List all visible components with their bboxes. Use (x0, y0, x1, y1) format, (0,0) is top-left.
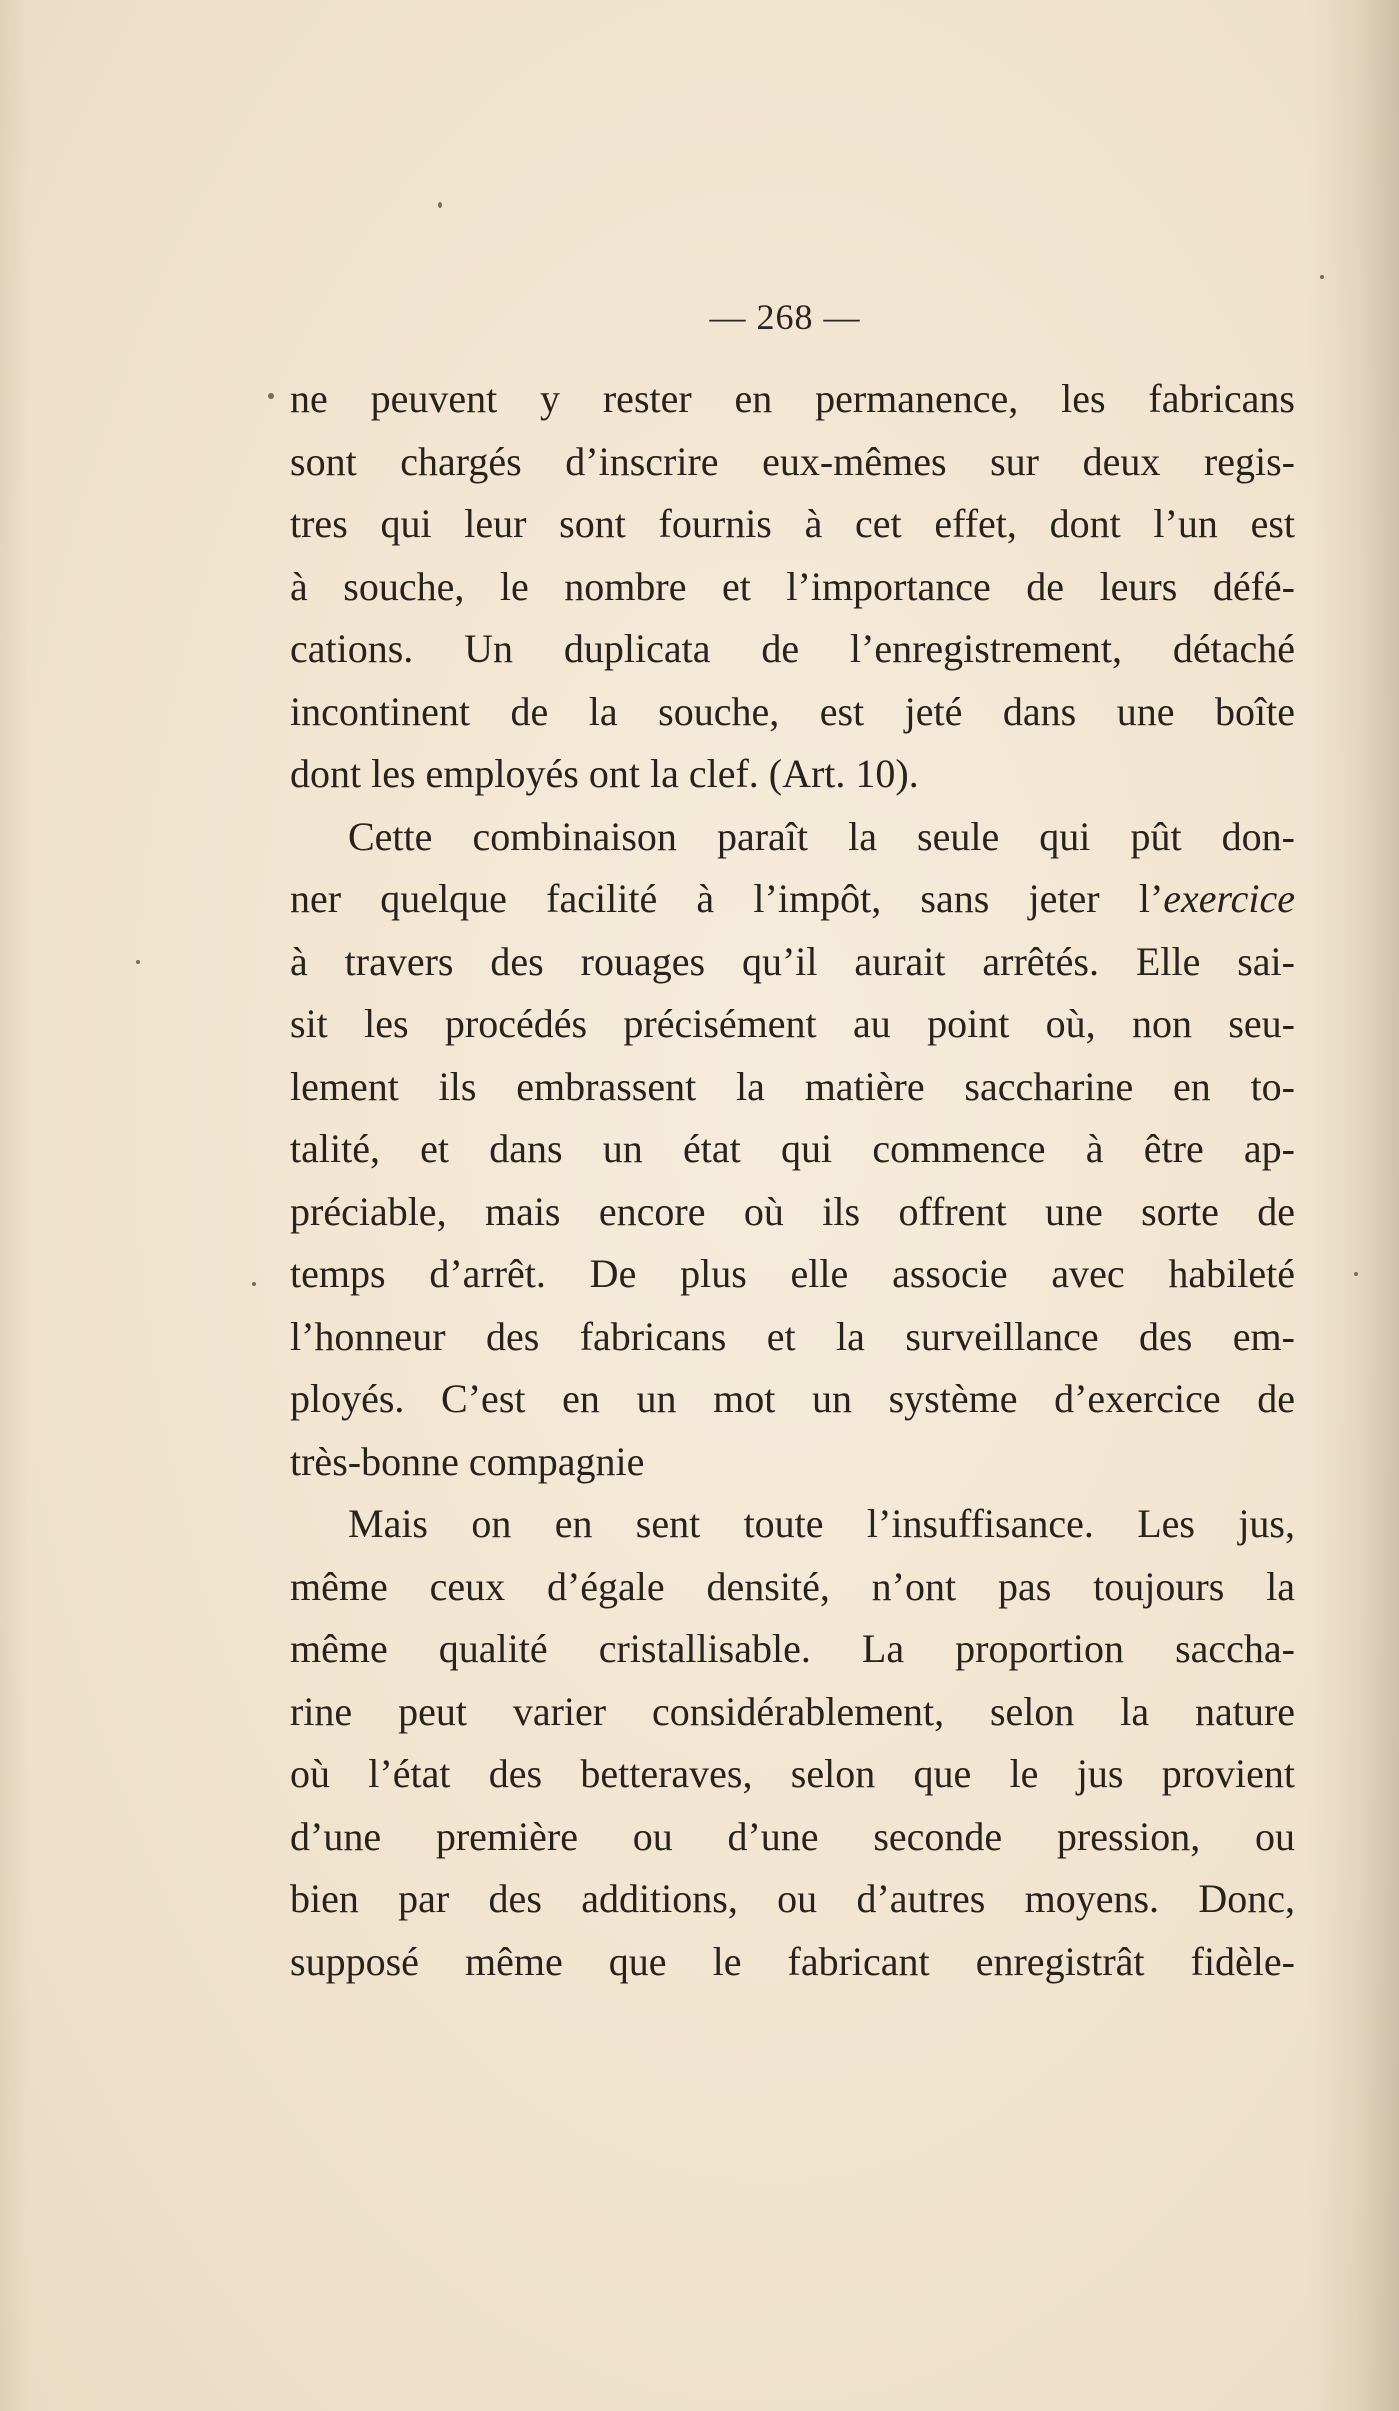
text-line (290, 1743, 1295, 1806)
text-line-content: dont les employés ont la clef. (Art. 10). (290, 751, 919, 796)
text-line (290, 1931, 1295, 1994)
text-line (290, 931, 1295, 994)
page-edge-shading (0, 0, 30, 2411)
paper-speck (1354, 1272, 1358, 1276)
gutter-shadow (1309, 0, 1399, 2411)
text-line (290, 431, 1295, 494)
text-line (290, 1681, 1295, 1744)
text-line (290, 618, 1295, 681)
text-line-content: tres qui leur sont fournis à cet effet, dont l’un est (290, 501, 1295, 546)
paper-speck (1320, 275, 1324, 279)
text-line-content: ner quelque facilité à l’impôt, sans jeter l’ (290, 876, 1164, 921)
text-line-content: temps d’arrêt. De plus elle associe avec habileté (290, 1251, 1295, 1296)
text-line (290, 993, 1295, 1056)
text-line (290, 368, 1295, 431)
text-line (290, 1806, 1295, 1869)
paper-speck (252, 1282, 256, 1286)
text-line-content: rine peut varier considérablement, selon la nature (290, 1688, 1295, 1734)
text-line-content: très-bonne compagnie (290, 1438, 645, 1484)
text-line-content: à travers des rouages qu’il aurait arrêtés. Elle sai- (290, 938, 1295, 984)
text-line (290, 868, 1295, 931)
text-line-content: où l’état des betteraves, selon que le jus provient (290, 1751, 1295, 1796)
paper-speck (136, 960, 140, 964)
text-line (290, 1056, 1295, 1119)
text-line (290, 681, 1295, 744)
text-line-content: bien par des additions, ou d’autres moyens. Donc, (290, 1876, 1295, 1921)
text-line-content: supposé même que le fabricant enregistrât fidèle- (290, 1938, 1295, 1984)
text-line (290, 556, 1295, 619)
body-text (290, 368, 1295, 1993)
text-line (290, 1431, 1295, 1494)
text-line-content: même ceux d’égale densité, n’ont pas toujours la (290, 1563, 1295, 1609)
text-line (290, 1493, 1295, 1556)
text-line (290, 1368, 1295, 1431)
text-line (290, 493, 1295, 556)
text-line-content: cations. Un duplicata de l’enregistrement, détaché (290, 626, 1295, 671)
text-line-content: même qualité cristallisable. La proportion saccha- (290, 1626, 1295, 1671)
text-line-content: lement ils embrassent la matière saccharine en to- (290, 1063, 1295, 1109)
text-line (290, 1556, 1295, 1619)
text-line-content: Cette combinaison paraît la seule qui pût don- (348, 813, 1295, 859)
italic-word: exercice (1163, 876, 1295, 921)
text-line-content: ne peuvent y rester en permanence, les fabricans (290, 376, 1295, 421)
text-line (290, 806, 1295, 869)
text-line (290, 1118, 1295, 1181)
paper-speck (268, 393, 274, 399)
text-line-content: talité, et dans un état qui commence à être ap- (290, 1126, 1295, 1171)
text-line (290, 1618, 1295, 1681)
text-line (290, 1181, 1295, 1244)
text-line (290, 1868, 1295, 1931)
text-line-content: Mais on en sent toute l’insuffisance. Les jus, (348, 1501, 1295, 1546)
text-line (290, 1243, 1295, 1306)
text-line-content: incontinent de la souche, est jeté dans une boîte (290, 688, 1295, 734)
text-line (290, 1306, 1295, 1369)
paper-speck (438, 202, 442, 208)
text-line-content: à souche, le nombre et l’importance de leurs défé- (290, 563, 1295, 609)
text-line-content: sont chargés d’inscrire eux-mêmes sur deux regis- (290, 438, 1295, 484)
text-line-content: d’une première ou d’une seconde pression, ou (290, 1813, 1295, 1859)
text-line-content: l’honneur des fabricans et la surveillance des em- (290, 1313, 1295, 1359)
text-line-content: ployés. C’est en un mot un système d’exercice de (290, 1376, 1295, 1421)
text-line-content: préciable, mais encore où ils offrent une sorte de (290, 1188, 1295, 1234)
text-line (290, 743, 1295, 806)
text-line-content: sit les procédés précisément au point où, non seu- (290, 1001, 1295, 1046)
page-number: — 268 — (709, 297, 861, 337)
